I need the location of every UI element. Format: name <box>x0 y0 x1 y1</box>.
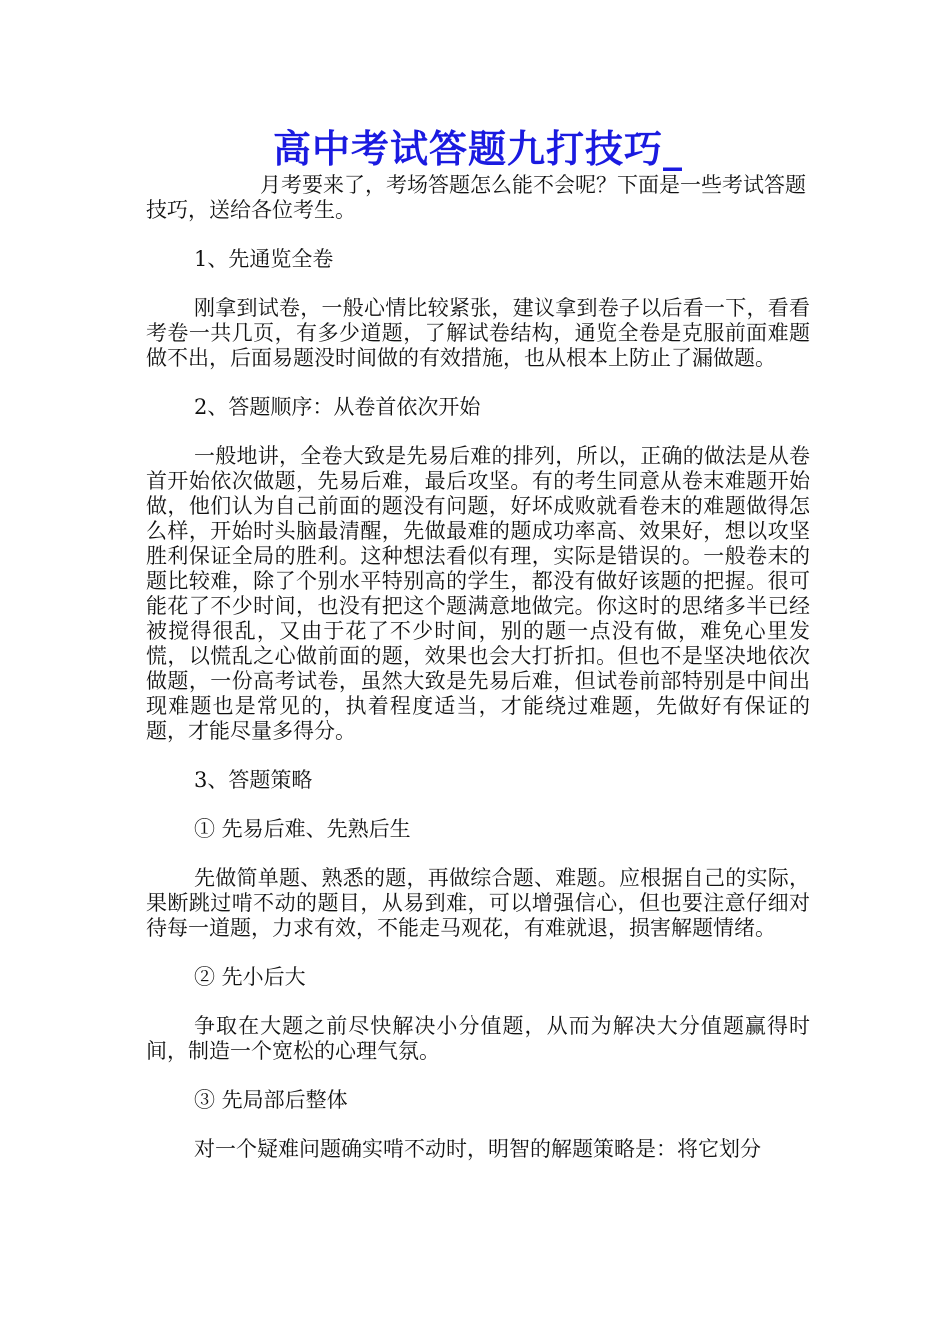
document-title: 高中考试答题九打技巧_ <box>272 127 683 171</box>
section-paragraph-2: 一般地讲，全卷大致是先易后难的排列，所以，正确的做法是从卷首开始依次做题，先易后难，最后攻坚。有的考生同意从卷末难题开始做，他们认为自己前面的题没有问题，好坏成败就看卷末的难题做得怎么样，开始时头脑最清醒，先做最难的题成功率高、效果好，想以攻坚胜利保证全局的胜利。这种想法看似有理，实际是错误的。一般卷末的题比较难，除了个别水平特别高的学生，都没有做好该题的把握。很可能花了不少时间，也没有把这个题满意地做完。你这时的思绪多半已经被搅得很乱，又由于花了不少时间，别的题一点没有做，难免心里发慌，以慌乱之心做前面的题，效果也会大打折扣。但也不是坚决地依次做题，一份高考试卷，虽然大致是先易后难，但试卷前部特别是中间出现难题也是常见的，执着程度适当，才能绕过难题，先做好有保证的题，才能尽量多得分。 <box>146 444 810 743</box>
subsection-heading-1: ① 先易后难、先熟后生 <box>194 817 411 841</box>
intro-paragraph: 月考要来了，考场答题怎么能不会呢？下面是一些考试答题技巧，送给各位考生。 <box>146 173 806 222</box>
subsection-paragraph-1: 先做简单题、熟悉的题，再做综合题、难题。应根据自己的实际，果断跳过啃不动的题目，从易到难，可以增强信心，但也要注意仔细对待每一道题，力求有效，不能走马观花，有难就退，损害解题情绪。 <box>146 866 810 940</box>
subsection-heading-3: ③ 先局部后整体 <box>194 1088 348 1112</box>
subsection-paragraph-3: 对一个疑难问题确实啃不动时，明智的解题策略是：将它划分 <box>194 1137 761 1161</box>
section-heading-1: 1、先通览全卷 <box>194 247 334 271</box>
section-heading-3: 3、答题策略 <box>194 768 313 792</box>
subsection-paragraph-2: 争取在大题之前尽快解决小分值题，从而为解决大分值题赢得时间，制造一个宽松的心理气氛。 <box>146 1014 810 1063</box>
section-heading-2: 2、答题顺序：从卷首依次开始 <box>194 395 481 419</box>
section-paragraph-1: 刚拿到试卷，一般心情比较紧张，建议拿到卷子以后看一下，看看考卷一共几页，有多少道题，了解试卷结构，通览全卷是克服前面难题做不出，后面易题没时间做的有效措施，也从根本上防止了漏做题。 <box>146 296 810 370</box>
document-page <box>146 125 810 1162</box>
subsection-heading-2: ② 先小后大 <box>194 965 306 989</box>
